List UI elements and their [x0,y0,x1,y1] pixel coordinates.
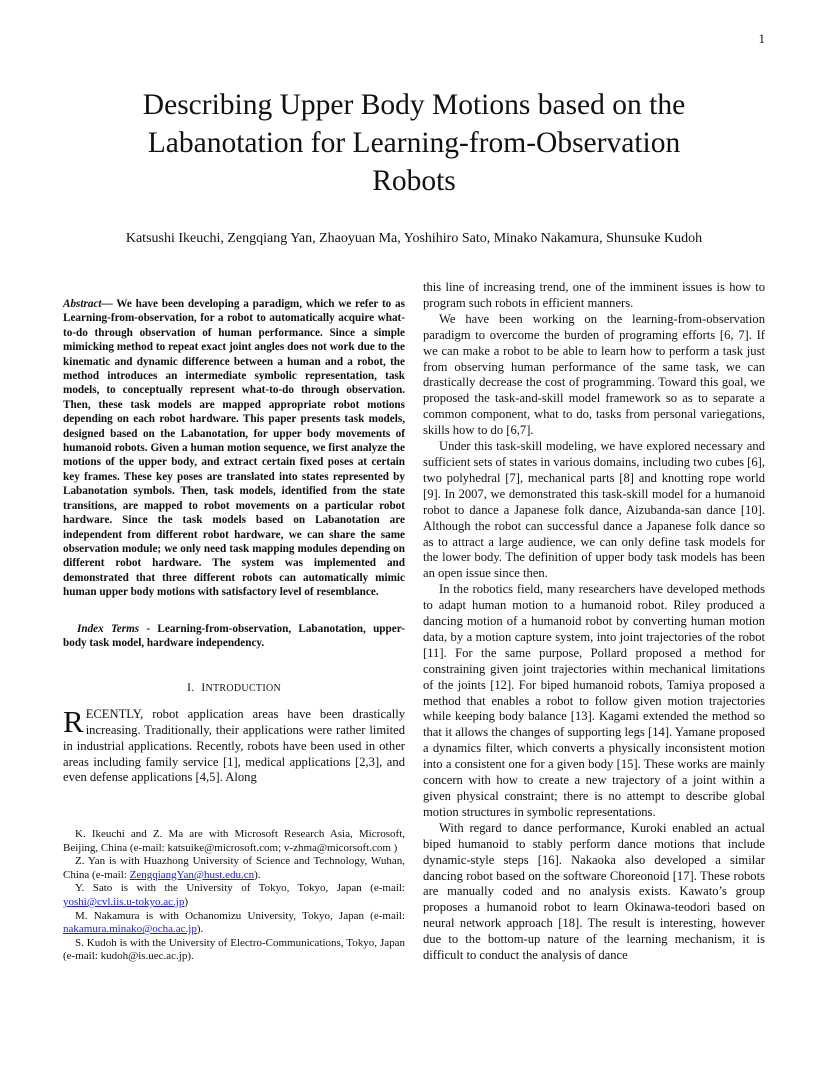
right-column [423,280,765,964]
footnote-text: S. Kudoh is with the University of Electro-Communications, Tokyo, Japan (e-mail: kudoh@is.uec.ac.jp). [63,936,405,963]
body-paragraph: With regard to dance performance, Kuroki enabled an actual biped humanoid to stably perform dance motions that include dynamic-style steps [16]. Nakaoka also developed a similar dancing robot based on the software Choreonoid [17]. These robots are manually coded and no analysis exists. Kawato’s group proposes a humanoid robot to learn Okinawa-teodori based on neural network approach [18]. The result is interesting, however due to the bottom-up nature of the learning mechanism, it is difficult to conduct the analysis of dance [423,820,765,963]
section-number: I. [186,680,195,695]
drop-cap: R [63,703,84,739]
intro-text: ECENTLY, robot application areas have been drastically increasing. Traditionally, their applications were rather limited in industrial applications. Recently, robots have been used in other areas including family service [1], medical applications [2,3], and even defense applications [4,5]. Along [63,706,405,785]
section-title-first: I [201,680,206,695]
footnote-text: M. Nakamura is with Ochanomizu University, Tokyo, Japan (e-mail: [75,909,405,922]
author-footnotes [63,828,405,964]
index-terms [63,622,405,651]
abstract-label: Abstract [63,298,102,310]
abstract [63,297,405,600]
footnote-text: ). [196,923,204,936]
author-list: Katsushi Ikeuchi, Zengqiang Yan, Zhaoyuan Ma, Yoshihiro Sato, Minako Nakamura, Shunsuke Kudoh [125,231,703,246]
page-number: 1 [758,31,765,46]
paper-title [60,86,768,200]
footnote-text: ) [184,895,189,908]
index-terms-text: - Learning-from-observation, Labanotation, upper-body task model, hardware independency. [63,622,405,649]
section-title-rest: NTRODUCTION [205,683,282,695]
footnote-text: Z. Yan is with Huazhong University of Science and Technology, Wuhan, China (e-mail: [63,855,405,881]
footnote [63,855,405,882]
body-paragraph: We have been working on the learning-from-observation paradigm to overcome the burden of programing efforts [6, 7]. If we can make a robot to be able to learn how to perform a task just from observing human performance of the same task, we can drastically decrease the cost of programming. Toward this goal, we proposed the task-and-skill model framework so as to separate a common component, what to do, tasks from personal variegations, skills how to do [6,7]. [423,311,765,438]
footnote [63,937,405,964]
footnote [63,828,405,855]
body-paragraph: Under this task-skill modeling, we have explored necessary and sufficient sets of states in various domains, including two cubes [6], two polyhedral [7], mechanical parts [8] and knotting rope world [9]. In 2007, we demonstrated this task-skill model for a humanoid robot to dance a Japanese folk dance, Aizubanda-san dance [10]. Although the robot can successful dance a Japanese folk dance so as to attract a large audience, we can only define task models for the lower body. The definition of upper body task models has been an open issue since then. [423,439,765,581]
email-link[interactable]: ZengqiangYan@hust.edu.cn [129,868,255,881]
abstract-text: — We have been developing a paradigm, which we refer to as Learning-from-observation, for a robot to automatically acquire what-to-do through observation of human performance. Since a simple mimicking method to repeat exact joint angles does not work due to the kinematic and dynamic difference between a human and a robot, the method introduces an intermediate symbolic representation, task models, to conceptually represent what-to-do through observation. Then, these task models are mapped appropriate robot motions depending on each robot hardware. This paper presents task models, designed based on the Labanotation, for upper body movements of humanoid robots. Given a human motion sequence, we first analyze the motions of the upper body, and extract certain fixed poses at certain key frames. These key poses are translated into states represented by Labanotation symbols. Then, task models, identified from the state transitions, are mapped to robot movements on a particular robot hardware. Since the task models based on Labanotation are independent from different robot hardware, we can share the same observation module; we only need task mapping modules depending on different robot hardware. The system was implemented and demonstrated that three different robots can automatically mimic human upper body motions with satisfactory level of resemblance. [63,298,405,599]
title-line: Robots [372,165,456,197]
footnote [63,910,405,937]
footnote-text: K. Ikeuchi and Z. Ma are with Microsoft Research Asia, Microsoft, Beijing, China (e-mail: katsuike@microsoft.com; v-zhma@micorsoft.com ) [63,828,405,854]
index-terms-label: Index Terms [77,622,140,635]
footnote-text: ). [254,868,261,881]
title-line: Describing Upper Body Motions based on the [142,89,686,121]
email-link[interactable]: yoshi@cvl.iis.u-tokyo.ac.jp [63,895,185,908]
left-column [63,297,405,786]
email-link[interactable]: nakamura.minako@ocha.ac.jp [63,923,197,936]
section-heading-introduction [63,680,405,697]
body-paragraph: this line of increasing trend, one of the imminent issues is how to program such robots in efficient manners. [423,280,765,310]
footnote-text: Y. Sato is with the University of Tokyo, Tokyo, Japan (e-mail: [75,882,405,895]
body-paragraph: In the robotics field, many researchers have developed methods to adapt human motion to a humanoid robot. Riley produced a dancing motion of a humanoid robot by converting human motion data, by a motion capture system, into joint trajectories of the robot [11]. For the same purpose, Pollard proposed a method for constraining given joint trajectories within mechanical limitations of the joints [12]. For biped humanoid robots, Tamiya proposed a method that enables a robot to follow given motion trajectories while keeping body balance [13]. Kagami extended the method so that it allows the changes of supporting legs [14]. Yamane proposed a dynamics filter, which converts a physically inconsistent motion into a consistent one for a given body [15]. These works are mainly concern with how to create a new trajectory of a joint within a given physical constraint; there is no attempt to describe global motion structures in symbolic representations. [423,582,765,819]
footnote [63,882,405,909]
intro-paragraph [63,703,405,787]
title-line: Labanotation for Learning-from-Observation [147,127,681,159]
